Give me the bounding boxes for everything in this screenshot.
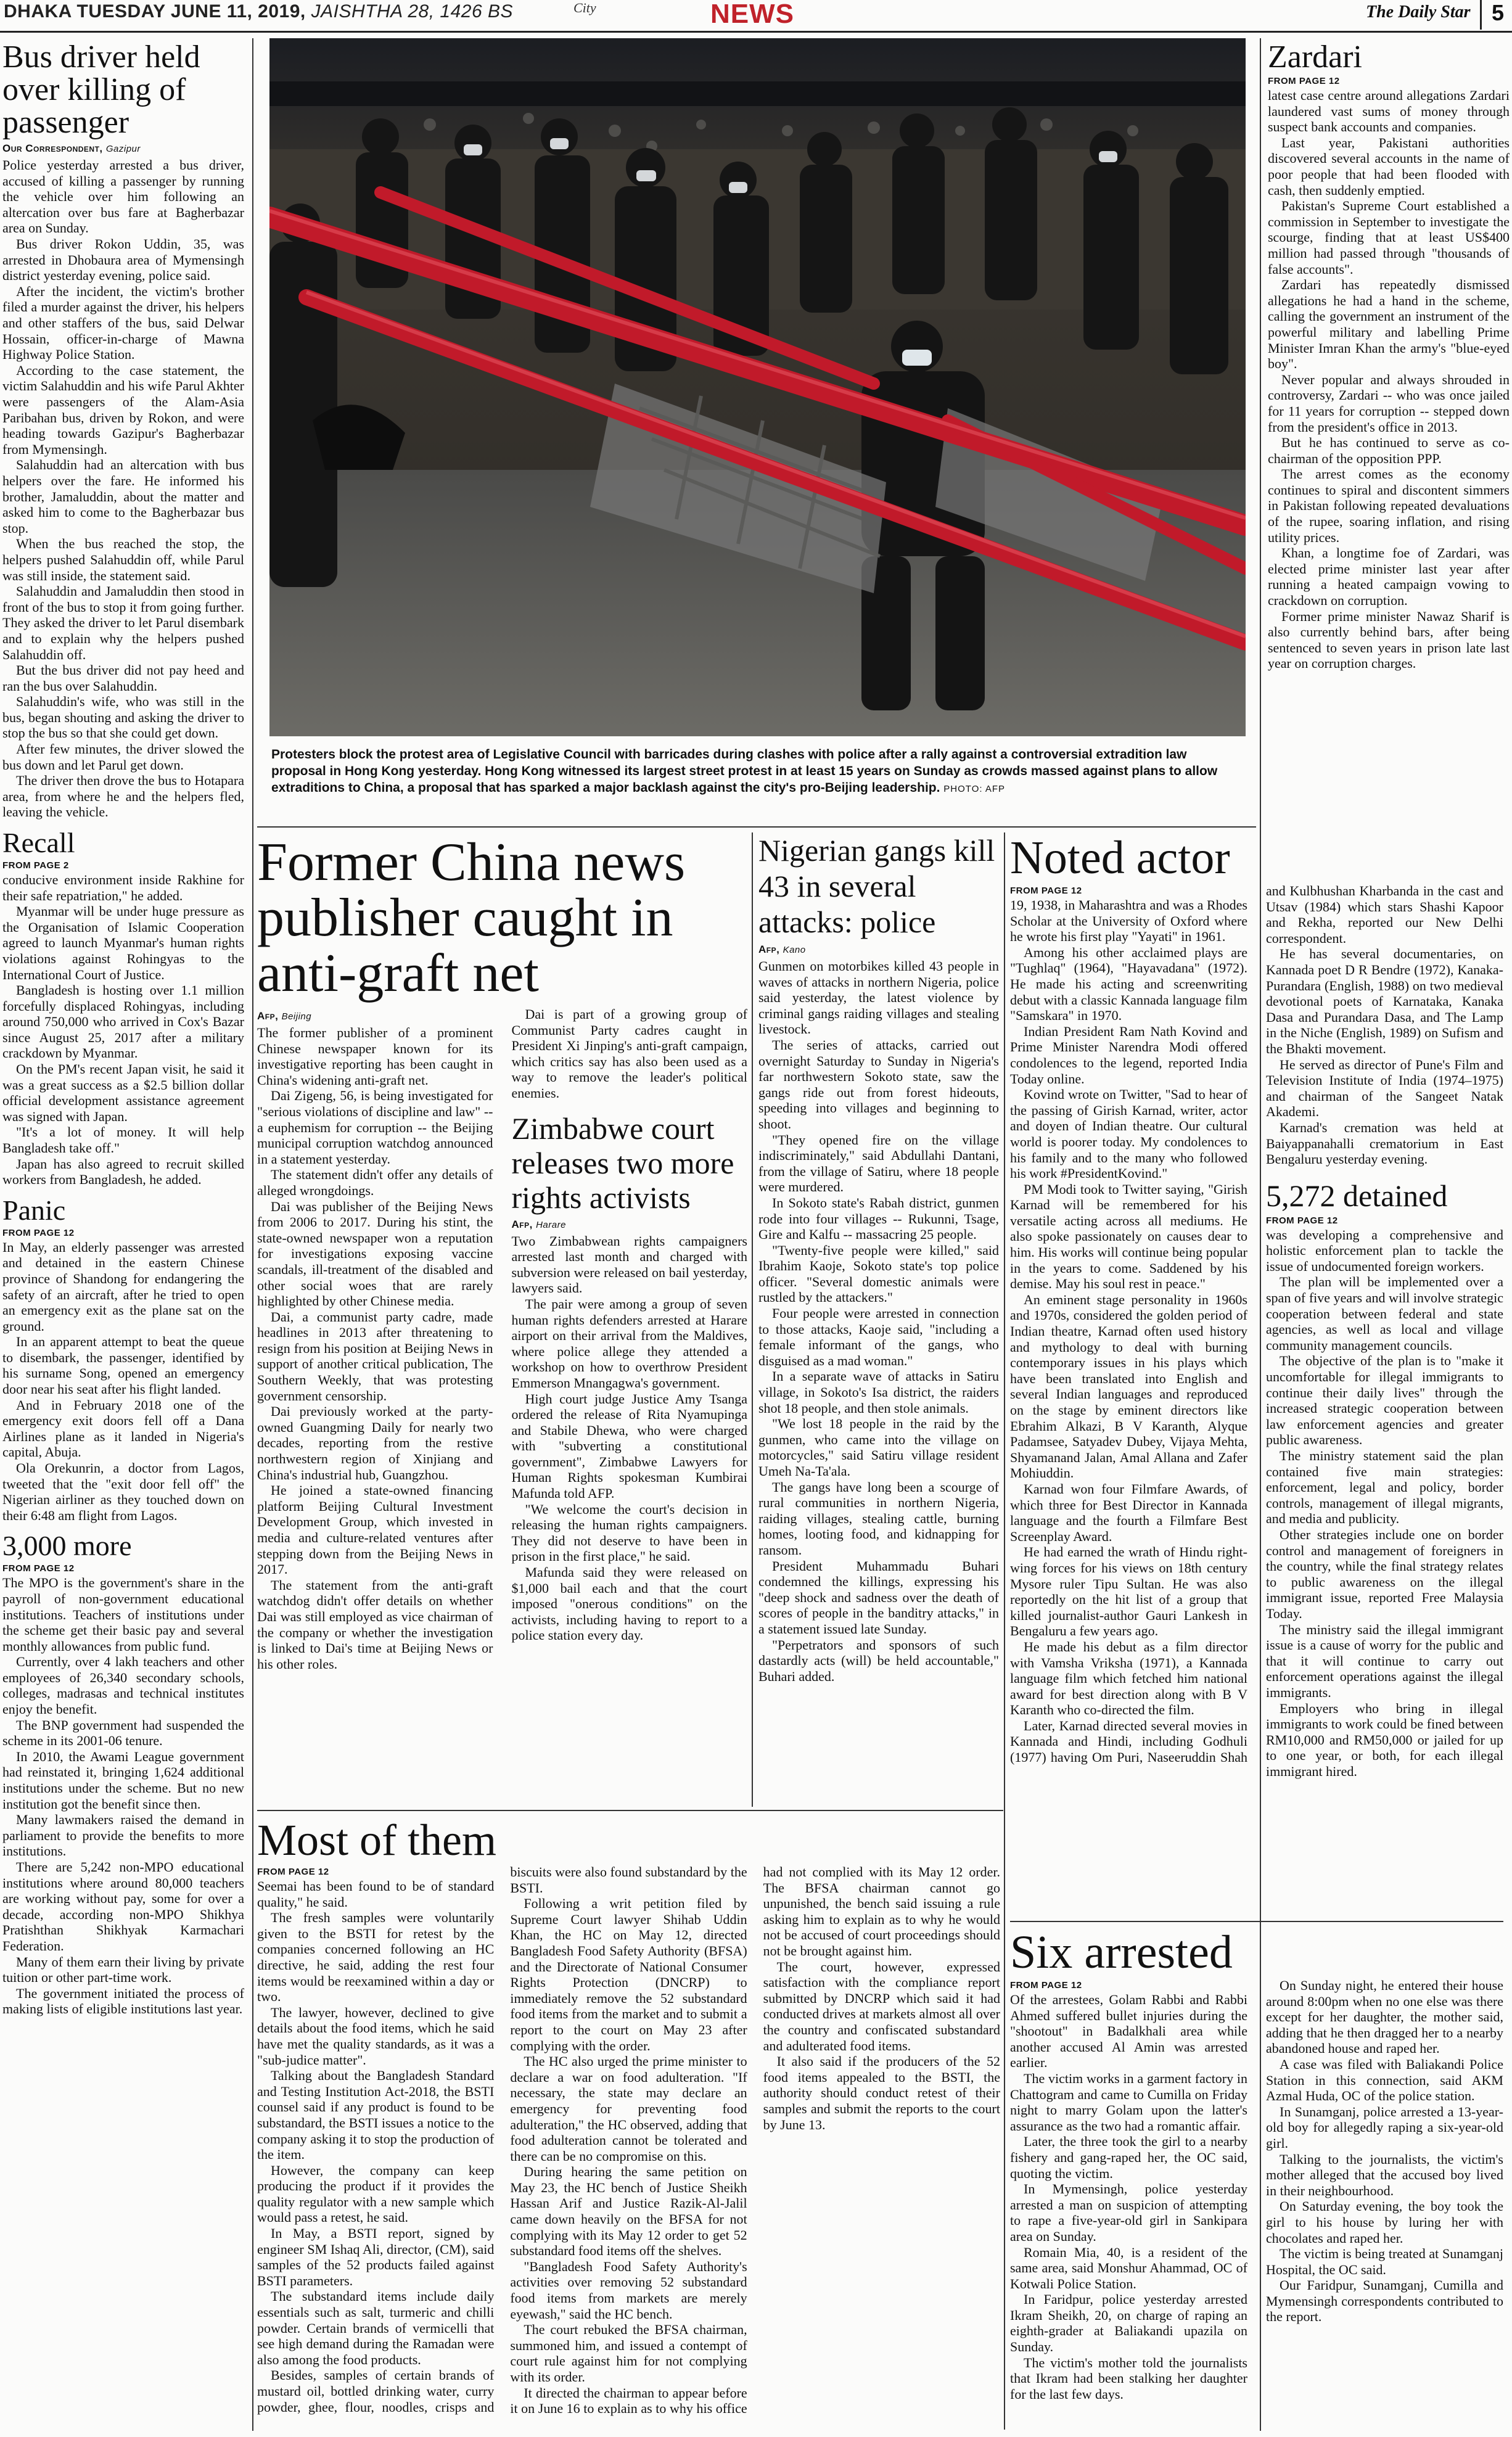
masthead: [0, 0, 1512, 33]
from-page: FROM PAGE 12: [2, 1227, 75, 1238]
protest-photo-illustration: [269, 38, 1246, 736]
story-body: was developing a comprehensive and holistic enforcement plan to tackle the issue of undocumented foreign workers. The plan will be implemented over a span of five years and will involve strategic cooperation between federal and state agencies, as well as local and village community management councils. The objective of the plan is to "make it uncomfortable for illegal immigrants to continue their daily lives" through the increased strategic cooperation between law enforcement agencies and greater public awareness. The ministry statement said the plan contained five main strategies: enforcement, legal and policy, border controls, management of illegal migrants, and media and publicity. Other strategies include one on border control and management of foreigners in the country, while the final strategy relates to public awareness on the illegal immigrant issue, reported Free Malaysia Today. The ministry said the illegal immigrant issue is a cause of worry for the public and that it will continue to carry out enforcement operations against the illegal immigrants. Employers who bring in illegal immigrants to work could be fined between RM10,000 and RM50,000 or jailed for up to one year, or both, for each illegal immigrant hired.: [1266, 1227, 1503, 1779]
dateline: DHAKA TUESDAY JUNE 11, 2019, JAISHTHA 28, 1426 BS: [4, 1, 513, 22]
byline: Our Correspondent, Gazipur: [2, 142, 141, 155]
story-china-publisher: [257, 832, 747, 1801]
story-columns: [257, 1006, 747, 1672]
section-rule: [1010, 1921, 1503, 1922]
headline: Zardari: [1268, 41, 1363, 75]
headline: Noted actor: [1010, 832, 1230, 884]
column-rule: [252, 38, 253, 2431]
story-5272-detained: [1266, 1178, 1503, 1780]
column-rule: [752, 832, 753, 1807]
headline: 3,000 more: [2, 1530, 132, 1562]
story-recall: [2, 829, 244, 1188]
byline: Afp, Harare: [511, 1218, 566, 1230]
section-rule: [257, 826, 1256, 828]
story-body: Seemai has been found to be of standard quality," he said. The fresh samples were voluntarily given to the BSTI for retest by the companies concerned following an HC directive, he said, adding the rest four items would be reexamined within a day or two. The lawyer, however, declined to give details about the food items, which he said have met the quality standards, as it was a "sub-judice matter". Talking about the Bangladesh Standard and Testing Institution Act-2018, the BSTI counsel said if any product is found to be substandard, the BSTI issues a notice to the company asking it to stop the production of the item. However, the company can keep producing the product if it provides the quality regulator with a new sample which would pass a retest, he said. In May, a BSTI report, signed by engineer SM Ishaq Ali, director, (CM), said samples of the 52 products failed against BSTI parameters. The substandard items include daily essentials such as salt, turmeric and chilli powder. Certain brands of vermicelli that see high demand during the Ramadan were also among the food products. Besides, samples of certain brands of mustard oil, bottled drinking water, curry powder, ghee, flour, noodles, crisps and biscuits were also found substandard by the BSTI. Following a writ petition filed by Supreme Court lawyer Shihab Uddin Khan, the HC on May 12, directed Bangladesh Food Safety Authority (BFSA) and the Directorate of National Consumer Rights Protection (DNCRP) to immediately remove the 52 substandard food items from the market and to submit a report to the court on May 23 after complying with the order. The HC also urged the prime minister to declare a war on food adulteration. "If necessary, the state may declare an emergency for preventing food adulteration," the HC observed, adding that food adulteration cannot be tolerated and there can be no compromise on this. During hearing the same petition on May 23, the HC bench of Justice Sheikh Hassan Arif and Justice Razik-Al-Jalil came down heavily on the BFSA for not complying with its May 12 order to get 52 substandard food items off the shelves. "Bangladesh Food Safety Authority's activities over removing 52 substandard food items from markets are merely eyewash," said the HC bench. The court rebuked the BFSA chairman, summoned him, and issued a contempt of court rule against him for not complying with its order. It directed the chairman to appear before it on June 16 to explain as to why his office had not complied with its May 12 order. The BFSA chairman cannot go unpunished, the bench said issuing a rule asking him to explain as to why he would not be accused of court proceedings should not be brought against him. The court, however, expressed satisfaction with the compliance report submitted by DNCRP which said it had conducted drives at markets almost all over the country and confiscated substandard and adulterated food items. It also said if the producers of the 52 food items appealed to the BSTI, the authority should conduct retest of their samples and submit the reports to the court by June 13.: [257, 1864, 1000, 2417]
headline: Nigerian gangs kill 43 in several attacks: police: [758, 833, 995, 939]
photo-credit: PHOTO: AFP: [943, 784, 1006, 794]
headline: Panic: [2, 1194, 66, 1226]
story-most-of-them: [257, 1816, 1000, 2430]
story-body: 19, 1938, in Maharashtra and was a Rhodes Scholar at the University of Oxford where he wrote his first play "Yayati" in 1961. Among his other acclaimed plays are "Tughlaq" (1964), "Hayavadana" (1972). He made his acting and screenwriting debut with a classic Kannada language film "Samskara" in 1970. Indian President Ram Nath Kovind and Prime Minister Narendra Modi offered condolences to the legend, reported India Today online. Kovind wrote on Twitter, "Sad to hear of the passing of Girish Karnad, writer, actor and doyen of Indian theatre. Our cultural world is poorer today. My condolences to his family and to the many who followed his work #PresidentKovind." PM Modi took to Twitter saying, "Girish Karnad will be remembered for his versatile acting across all mediums. He also spoke passionately on causes dear to him. His works will continue being popular in the years to come. Saddened by his demise. May his soul rest in peace." An eminent stage personality in 1960s and 1970s, considered the golden period of Indian theatre, Karnad often used history and mythology to deal with burning contemporary issues in his plays which have been translated into English and several Indian languages and reproduced on the stage by eminent directors like Ebrahim Alkazi, B V Karanth, Alyque Padamsee, Satyadev Dubey, Vijaya Mehta, Shyamanand Jalan, Amal Allana and Zafer Mohiuddin. Karnad won four Filmfare Awards, of which three for Best Director in Kannada language and the fourth a Filmfare Best Screenplay Award. He had earned the wrath of Hindu right-wing forces for his views on 18th century Mysore ruler Tipu Sultan. He was also reportedly on the hit list of a group that killed journalist-author Gauri Lankesh in Bengaluru a few years ago. He made his debut as a film director with Vamsha Vriksha (1971), a Kannada language film which fetched him national award for best direction along with B V Karanth who co-directed the film. Later, Karnad directed several movies in Kannada and Hindi, including Godhuli (1977) having Om Puri, Naseeruddin Shah and Kulbhushan Kharbanda in the cast and Utsav (1984) which stars Shashi Kapoor and Rekha, reported our New Delhi correspondent. He has several documentaries, on Kannada poet D R Bendre (1972), Kanaka-Purandara (English, 1988) on two medieval devotional poets of Karnataka, Kanaka Dasa and Purandara Dasa, and The Lamp in the Niche (English, 1989) on Sufism and the Bhakti movement. He served as director of Pune's Film and Television Institute of India (1974–1975) and chairman of the Sangeet Natak Akademi. Karnad's cremation was held at Baiyappanahalli crematorium in East Bengaluru yesterday evening.: [1010, 883, 1503, 1765]
story-nigeria: [758, 832, 999, 1801]
headline: Former China news publisher caught in anti-graft net: [257, 832, 686, 1003]
section-title: NEWS: [710, 0, 794, 29]
from-page: FROM PAGE 12: [257, 1867, 329, 1877]
story-six-arrested: [1010, 1927, 1503, 2430]
story-zimbabwe: [512, 1111, 748, 1643]
from-page: FROM PAGE 12: [2, 1563, 75, 1574]
headline: Recall: [2, 827, 75, 859]
section-rule: [257, 1810, 1003, 1811]
headline: Bus driver held over killing of passenger: [2, 41, 200, 141]
story-body: latest case centre around allegations Zardari laundered vast sums of money through suspect bank accounts and companies. Last year, Pakistani authorities discovered several accounts in the name of poor people that had been flooded with cash, then suddenly emptied. Pakistan's Supreme Court established a commission in September to investigate the scourge, finding that at least US$400 million had passed through "thousands of false accounts". Zardari has repeatedly dismissed allegations he had a hand in the scheme, calling the government an instrument of the powerful military and labelling Prime Minister Imran Khan the army's "blue-eyed boy". Never popular and always shrouded in controversy, Zardari -- who was once jailed for 11 years for corruption -- stepped down from the president's office in 2013. But he has continued to serve as co-chairman of the opposition PPP. The arrest comes as the economy continues to spiral and discontent simmers in Pakistan following repeated devaluations of the rupee, soaring inflation, and rising utility prices. Khan, a longtime foe of Zardari, was elected prime minister last year after running a heated campaign vowing to crackdown on corruption. Former prime minister Nawaz Sharif is also currently behind bars, after being sentenced to seven years in prison late last year on corruption charges.: [1268, 88, 1510, 672]
headline: Zimbabwe court releases two more rights activists: [511, 1111, 734, 1215]
story-body: Gunmen on motorbikes killed 43 people in waves of attacks in northern Nigeria, police said yesterday, the latest violence by criminal gangs raiding villages and stealing livestock. The series of attacks, carried out overnight Saturday to Sunday in Nigeria's far northwestern Sokoto state, saw the gangs ride out from forest hideouts, speeding into villages and beginning to shoot. "They opened fire on the village indiscriminately," said Abdullahi Dantani, from the village of Satiru, where 18 people were murdered. In Sokoto state's Rabah district, gunmen rode into four villages -- Rukunni, Tsage, Gire and Kalfu -- massacring 25 people. "Twenty-five people were killed," said Ibrahim Kaoje, Sokoto state's top police officer. "Several domestic animals were rustled by the attackers." Four people were arrested in connection to those attacks, Kaoje said, "including a female informant of the gangs, who disguised as a mad woman." In a separate wave of attacks in Satiru village, in Sokoto's Isa district, the raiders shot 18 people, and then stole animals. "We lost 18 people in the raid by the gunmen, who came into the village on motorcycles," said Satiru village resident Umeh Na-Ta'ala. The gangs have long been a scourge of rural communities in northern Nigeria, raiding villages, stealing cattle, burning homes, looting food, and kidnapping for ransom. President Muhammadu Buhari condemned the killings, expressing his "deep shock and sadness over the death of scores of people in the banditry attacks," in a statement issued late Sunday. "Perpetrators and sponsors of such dastardly acts (will) be held accountable," Buhari added.: [758, 958, 999, 1684]
paper-logo: The Daily Star: [1366, 2, 1471, 22]
photo-caption: Protesters block the protest area of Legislative Council with barricades during clashes with police after a rally against a controversial extradition law proposal in Hong Kong yesterday. Hong Kong witnessed its largest street protest in at least 15 years on Sunday as crowds massed against plans to allow extraditions to China, a proposal that has sparked a major backlash against the city's pro-Beijing leadership. PHOTO: AFP: [271, 747, 1218, 795]
section-kicker: City: [573, 0, 596, 15]
story-body: In May, an elderly passenger was arrested and detained in the eastern Chinese province of Shandong for endangering the safety of an aircraft, after he tried to open an emergency exit as the plane sat on the ground. In an apparent attempt to beat the queue to disembark, the passenger, identified by his surname Song, opened an emergency door near his seat after his flight landed. And in February 2018 one of the emergency exit doors fell off a Dana Airlines plane as it landed in Nigeria's capital, Abuja. Ola Orekunrin, a doctor from Lagos, tweeted that the "exit door fell off" the Nigerian airliner as they touched down on their 6:48 am flight from Lagos.: [2, 1239, 244, 1523]
from-page: FROM PAGE 12: [1268, 76, 1340, 87]
story-columns: [1010, 1978, 1503, 2425]
story-noted-actor: [1010, 832, 1503, 1915]
byline: Afp, Beijing: [257, 1010, 312, 1022]
from-page: FROM PAGE 12: [1010, 886, 1082, 896]
story-3000-more: [2, 1532, 244, 2017]
story-body: Of the arrestees, Golam Rabbi and Rabbi Ahmed suffered bullet injuries during the "shootout" in Badalkhali area while another accused Al Amin was arrested earlier. The victim works in a garment factory in Chattogram and came to Cumilla on Friday night to marry Golam upon the latter's assurance as the two had a romantic affair. Later, the three took the girl to a nearby fishery and gang-raped her, the OC said, quoting the victim. In Mymensingh, police yesterday arrested a man on suspicion of attempting to rape a five-year-old girl in Sankipara area on Sunday. Romain Mia, 40, is a resident of the same area, said Monshur Ahammad, OC of Kotwali Police Station. In Faridpur, police yesterday arrested Ikram Sheikh, 20, on charge of raping an eighth-grader at Baliakandi upazila on Sunday. The victim's mother told the journalists that Ikram had been stalking her daughter for the last few days. On Sunday night, he entered their house around 8:00pm when no one else was there except for her daughter, the mother said, adding that he then dragged her to a nearby abandoned house and raped her. A case was filed with Baliakandi Police Station in this connection, said AKM Azmal Huda, OC of the police station. In Sunamganj, police arrested a 13-year-old boy for allegedly raping a six-year-old girl. Talking to the journalists, the victim's mother alleged that the accused boy lived in their neighbourhood. On Saturday evening, the boy took the girl to his house by luring her with chocolates and raped her. The victim is being treated at Sunamganj Hospital, the OC said. Our Faridpur, Sunamganj, Cumilla and Mymensingh correspondents contributed to the report.: [1010, 1978, 1503, 2402]
from-page: FROM PAGE 12: [1010, 1980, 1082, 1991]
story-body: conducive environment inside Rakhine for their safe repatriation," he added. Myanmar will be under huge pressure as the Organisation of Islamic Cooperation agreed to launch Myanmar's human rights violations against Rohingyas to the International Court of Justice. Bangladesh is hosting over 1.1 million forcefully displaced Rohingyas, including around 750,000 who arrived in Cox's Bazar since August 25, 2017 after a military crackdown by Myanmar. On the PM's recent Japan visit, he said it was a great success as a $2.5 billion dollar official development assistance agreement was signed with Japan. "It's a lot of money. It will help Bangladesh take off." Japan has also agreed to recruit skilled workers from Bangladesh, he added.: [2, 871, 244, 1188]
story-bus-driver: [2, 41, 244, 820]
story-body: The former publisher of a prominent Chinese newspaper known for its investigative reporting has been caught in China's widening anti-graft net. Dai Zigeng, 56, is being investigated for "serious violations of discipline and law" -- a euphemism for corruption -- the Beijing municipal corruption watchdog announced in a statement yesterday. The statement didn't offer any details of alleged wrongdoings. Dai was publisher of the Beijing News from 2006 to 2017. During his stint, the state-owned newspaper won a reputation for investigations exposing vaccine scandals, ill-treatment of the disabled and other social woes that are rarely highlighted by other Chinese media. Dai, a communist party cadre, made headlines in 2013 after threatening to resign from his position at Beijing News in support of another critical publication, The Southern Weekly, that was protesting government censorship. Dai previously worked at the party-owned Guangming Daily for nearly two decades, reporting from the restive northwestern region of Xinjiang and China's industrial hub, Guangzhou. He joined a state-owned financing platform Beijing Cultural Investment Development Group, which invested in media and culture-related ventures after stepping down from the Beijing News in 2017. The statement from the anti-graft watchdog didn't offer details on whether Dai was still employed as vice chairman of the company or whether the investigation is linked to Dai's time at Beijing News or his other roles. Dai is part of a growing group of Communist Party cadres caught in President Xi Jinping's anti-graft campaign, which critics say has also been used as a way to remove the leader's political enemies.: [257, 1006, 747, 1672]
page-number: 5: [1480, 0, 1512, 30]
headline: 5,272 detained: [1266, 1178, 1448, 1213]
story-columns: [1010, 883, 1503, 1779]
story-panic: [2, 1196, 244, 1524]
story-body: The MPO is the government's share in the payroll of non-government educational institutions. Teachers of institutions under the scheme get their basic pay and several monthly allowances from public fund. Currently, over 4 lakh teachers and other employees of 26,340 secondary schools, colleges, madrasas and technical institutes enjoy the benefit. The BNP government had suspended the scheme in its 2001-06 tenure. In 2010, the Awami League government had reinstated it, bringing 1,624 additional institutions under the scheme. But no new institution got the benefit since then. Many lawmakers raised the demand in parliament to provide the benefits to more institutions. There are 5,242 non-MPO educational institutions where around 80,000 teachers are working without pay, some for over a decade, according non-MPO Shikhya Pratishthan Shikhyak Karmachari Federation. Many of them earn their living by private tuition or other part-time work. The government initiated the process of making lists of eligible institutions last year.: [2, 1575, 244, 2017]
left-column: [2, 41, 244, 2433]
story-body: Two Zimbabwean rights campaigners arrested last month and charged with subversion were released on bail yesterday, lawyers said. The pair were among a group of seven human rights defenders arrested at Harare airport on their arrival from the Maldives, where police allege they attended a workshop on how to overthrow President Emmerson Mnangagwa's government. High court judge Justice Amy Tsanga ordered the release of Rita Nyamupinga and Stabile Dhewa, who were charged with "subverting a constitutional government", Zimbabwe Lawyers for Human Rights spokesman Kumbirai Mafunda told AFP. "We welcome the court's decision in releasing the human rights campaigners. They did not deserve to have been in prison in the first place," he said. Mafunda said they were released on $1,000 bail each and that the court imposed "onerous conditions" on the activists, including having to report to a police station every day.: [511, 1233, 747, 1643]
headline: Most of them: [257, 1816, 496, 1865]
headline: Six arrested: [1010, 1927, 1233, 1978]
column-rule: [1004, 832, 1005, 2430]
story-columns: [257, 1864, 1000, 2419]
from-page: FROM PAGE 12: [1266, 1215, 1338, 1226]
story-body: Police yesterday arrested a bus driver, accused of killing a passenger by running the vehicle over him following an altercation over bus fare at Bagherbazar area on Sunday. Bus driver Rokon Uddin, 35, was arrested in Dhobaura area of Mymensingh district yesterday evening, police said. After the incident, the victim's brother filed a murder against the driver, his helpers and other staffers of the bus, said Delwar Hossain, officer-in-charge of Mawna Highway Police Station. According to the case statement, the victim Salahuddin and his wife Parul Akhter were passengers of the Alam-Asia Paribahan bus, driven by Rokon, and were heading towards Gazipur's Bagherbazar from Mymensingh. Salahuddin had an altercation with bus helpers over the fare. He informed his brother, Jamaluddin, about the matter and asked him to come to the Bagherbazar bus stop. When the bus reached the stop, the helpers pushed Salahuddin off, while Parul was still inside, the statement said. Salahuddin and Jamaluddin then stood in front of the bus to stop it from going further. They asked the driver to let Parul disembark and to explain why the helpers pushed Salahuddin off. But the bus driver did not pay heed and ran the bus over Salahuddin. Salahuddin's wife, who was still in the bus, began shouting and asking the driver to stop the bus so that she could get down. After few minutes, the driver slowed the bus down and let Parul get down. The driver then drove the bus to Hotapara area, from where he and the helpers fled, leaving the vehicle.: [2, 157, 244, 820]
protest-photo: [269, 38, 1246, 736]
byline: Afp, Kano: [758, 943, 806, 955]
story-zardari: [1268, 41, 1510, 824]
from-page: FROM PAGE 2: [2, 860, 69, 871]
